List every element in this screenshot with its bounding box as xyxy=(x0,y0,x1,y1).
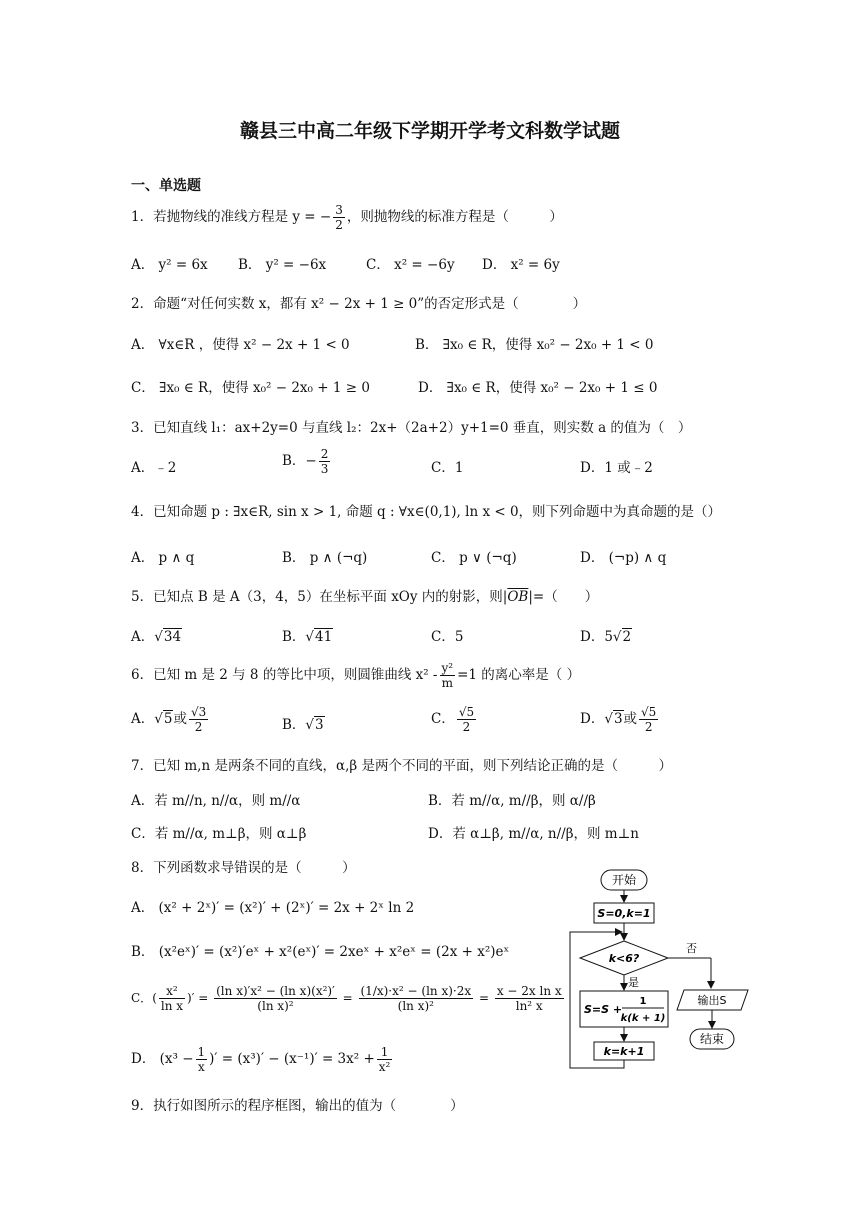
question-9: 9．执行如图所示的程序框图，输出的值为（ ） xyxy=(131,1098,464,1114)
option-7a: A．若 m//n, n//α，则 m//α xyxy=(131,793,301,809)
option-label: B． xyxy=(282,629,306,645)
option-5a: A．√34 xyxy=(131,629,182,645)
fraction-numerator: 3 xyxy=(335,203,343,217)
fraction-denominator: ln² x xyxy=(515,999,543,1013)
option-1b: B． y² = −6x xyxy=(238,257,327,273)
option-1a: A． y² = 6x xyxy=(131,257,208,273)
or-text: 或 xyxy=(623,711,638,727)
option-8a: A． (x² + 2ˣ)′ = (x²)′ + (2ˣ)′ = 2x + 2ˣ ln 2 xyxy=(131,900,415,916)
radicand: 41 xyxy=(315,629,333,645)
fraction xyxy=(159,985,185,1012)
fraction xyxy=(189,706,208,733)
option-3c: C．1 xyxy=(431,460,464,476)
option-3d: D．1 或﹣2 xyxy=(580,460,653,476)
question-3: 3．已知直线 l₁：ax+2y=0 与直线 l₂：2x+（2a+2）y+1=0 垂直，则实数 a 的值为（ ） xyxy=(131,420,692,436)
fraction-denominator: ln x xyxy=(160,999,184,1013)
fraction xyxy=(440,662,456,689)
fraction-numerator: √5 xyxy=(458,705,475,719)
radicand: 5 xyxy=(163,711,173,727)
option-2d: D． ∃x₀ ∈ R，使得 x₀² − 2x₀ + 1 ≤ 0 xyxy=(418,380,658,396)
section-heading: 一、单选题 xyxy=(131,178,201,194)
start-label: 开始 xyxy=(611,873,637,887)
fraction-numerator: 2 xyxy=(320,447,329,461)
option-8c: C．( $\frac{\text{x²}}{\text{ln x}}$ )′ = $\frac{\text{(ln x)′x² − (ln x)(x²)′}}{\text{(ln x)²}}$ = $\frac{\text{(1/x)·x² − (ln x)·2x}}{\text{(ln x)²}}$ = $\frac{\text{x − 2x ln x}}{\text{ln² x}}$ xyxy=(131,984,562,1013)
option-2c: C． ∃x₀ ∈ R，使得 x₀² − 2x₀ + 1 ≥ 0 xyxy=(131,380,370,396)
question-1 xyxy=(131,204,563,231)
question-5 xyxy=(131,585,598,605)
option-4d: D． (¬p) ∧ q xyxy=(580,550,667,566)
option-8b: B． (x²eˣ)′ = (x²)′eˣ + x²(eˣ)′ = 2xeˣ + x²eˣ = (2x + x²)eˣ xyxy=(131,944,510,960)
fraction-denominator: m xyxy=(441,676,453,690)
yes-label: 是 xyxy=(628,976,639,989)
question-1-stem-a: 1．若抛物线的准线方程是 y = − xyxy=(131,209,332,225)
or-text: 或 xyxy=(173,711,187,727)
question-4: 4．已知命题 p : ∃x∈R, sin x > 1, 命题 q : ∀x∈(0,1), ln x < 0，则下列命题中为真命题的是（） xyxy=(131,504,722,520)
update-numerator: 1 xyxy=(639,996,647,1007)
radicand: 2 xyxy=(622,629,632,645)
question-6-stem-b: =1 的离心率是（ ） xyxy=(457,667,581,683)
update-label: S=S + xyxy=(584,1003,623,1016)
end-label: 结束 xyxy=(699,1032,725,1046)
option-label: B．− xyxy=(282,453,317,469)
option-1d: D． x² = 6y xyxy=(482,257,560,273)
fraction-denominator: x xyxy=(197,1060,205,1074)
fraction-numerator: y² xyxy=(441,661,454,675)
question-6-stem-a: 6．已知 m 是 2 与 8 的等比中项，则圆锥曲线 x² - xyxy=(131,667,438,683)
fraction-denominator: 3 xyxy=(320,462,329,476)
no-label: 否 xyxy=(686,942,697,955)
fraction-denominator: 2 xyxy=(644,720,653,734)
option-4c: C． p ∨ (¬q) xyxy=(431,550,517,566)
option-label: C． xyxy=(431,711,455,727)
option-3b xyxy=(282,448,332,475)
question-2: 2．命题“对任何实数 x，都有 x² − 2x + 1 ≥ 0”的否定形式是（ ） xyxy=(131,296,587,312)
option-6c xyxy=(431,706,478,733)
option-3a: A．﹣2 xyxy=(131,460,177,476)
option-4a: A． p ∧ q xyxy=(131,550,195,566)
program-flowchart xyxy=(566,868,756,1073)
fraction-denominator: x² xyxy=(378,1060,391,1074)
fraction-numerator: x − 2x ln x xyxy=(496,984,562,998)
fraction xyxy=(457,706,476,733)
question-7: 7．已知 m,n 是两条不同的直线，α,β 是两个不同的平面，则下列结论正确的是（ ） xyxy=(131,758,672,774)
option-5b: B．√41 xyxy=(282,629,333,645)
question-5-stem-a: 5．已知点 B 是 A（3，4，5）在坐标平面 xOy 内的射影，则| xyxy=(131,589,508,605)
fraction-numerator: (ln x)′x² − (ln x)(x²)′ xyxy=(216,984,335,998)
option-label: A． xyxy=(131,711,155,727)
fraction-denominator: 2 xyxy=(462,720,471,734)
option-6a: A．√5或 $\frac{√3}{2}$ xyxy=(131,705,207,734)
init-label: S=0,k=1 xyxy=(597,907,651,920)
decision-label: k<6? xyxy=(608,952,640,965)
increment-label: k=k+1 xyxy=(603,1045,645,1058)
option-7c: C．若 m//α, m⊥β，则 α⊥β xyxy=(131,826,307,842)
option-label: A． xyxy=(131,629,155,645)
output-label: 输出S xyxy=(697,994,727,1007)
option-label: C． xyxy=(131,991,153,1005)
fraction-numerator: x² xyxy=(159,985,185,999)
question-6 xyxy=(131,662,580,689)
fraction-numerator: √3 xyxy=(190,705,207,719)
update-denominator: k(k + 1) xyxy=(620,1013,666,1024)
fraction xyxy=(359,985,474,1012)
option-2a: A． ∀x∈R ，使得 x² − 2x + 1 < 0 xyxy=(131,337,350,353)
option-6b: B．√3 xyxy=(282,717,324,733)
fraction xyxy=(639,706,658,733)
option-5d: D．5√2 xyxy=(580,629,632,645)
option-label: D．5 xyxy=(580,629,613,645)
radicand: 3 xyxy=(613,711,623,727)
fraction-numerator: 1 xyxy=(377,1046,393,1060)
fraction-denominator: (ln x)² xyxy=(257,999,294,1013)
radicand: 3 xyxy=(315,717,324,733)
page-title: 赣县三中高二年级下学期开学考文科数学试题 xyxy=(239,120,620,142)
fraction-denominator: 2 xyxy=(335,218,343,232)
option-label: D． (x³ − xyxy=(131,1051,194,1067)
radicand: 34 xyxy=(163,629,182,645)
fraction xyxy=(333,204,345,231)
question-5-stem-b: |=（ ） xyxy=(528,589,599,605)
vector-ob: $\overline{OB}$ xyxy=(507,589,529,605)
option-2b: B． ∃x₀ ∈ R，使得 x₀² − 2x₀ + 1 < 0 xyxy=(415,337,654,353)
option-label: B． xyxy=(282,717,306,733)
fraction-denominator: (ln x)² xyxy=(397,999,434,1013)
option-1c: C． x² = −6y xyxy=(366,257,455,273)
option-8d xyxy=(131,1046,394,1073)
question-8: 8．下列函数求导错误的是（ ） xyxy=(131,860,356,876)
fraction xyxy=(196,1046,208,1073)
fraction-numerator: 1 xyxy=(197,1045,206,1059)
fraction xyxy=(377,1046,393,1073)
derivative-middle: )′ = (x³)′ − (x⁻¹)′ = 3x² + xyxy=(209,1051,375,1067)
option-4b: B． p ∧ (¬q) xyxy=(282,550,368,566)
option-7b: B．若 m//α, m//β，则 α//β xyxy=(428,793,596,809)
fraction-numerator: √5 xyxy=(641,705,657,719)
option-5c: C．5 xyxy=(431,629,464,645)
question-1-stem-b: ，则抛物线的标准方程是（ ） xyxy=(346,209,563,225)
fraction xyxy=(319,448,331,475)
option-label: D． xyxy=(580,711,605,727)
option-7d: D．若 α⊥β, m//α, n//β，则 m⊥n xyxy=(428,826,639,842)
fraction-denominator: 2 xyxy=(194,720,203,734)
option-6d: D．√3或 $\frac{√5}{2}$ xyxy=(580,705,657,734)
fraction-numerator: (1/x)·x² − (ln x)·2x xyxy=(360,984,472,998)
fraction xyxy=(495,985,564,1012)
fraction xyxy=(214,985,337,1012)
